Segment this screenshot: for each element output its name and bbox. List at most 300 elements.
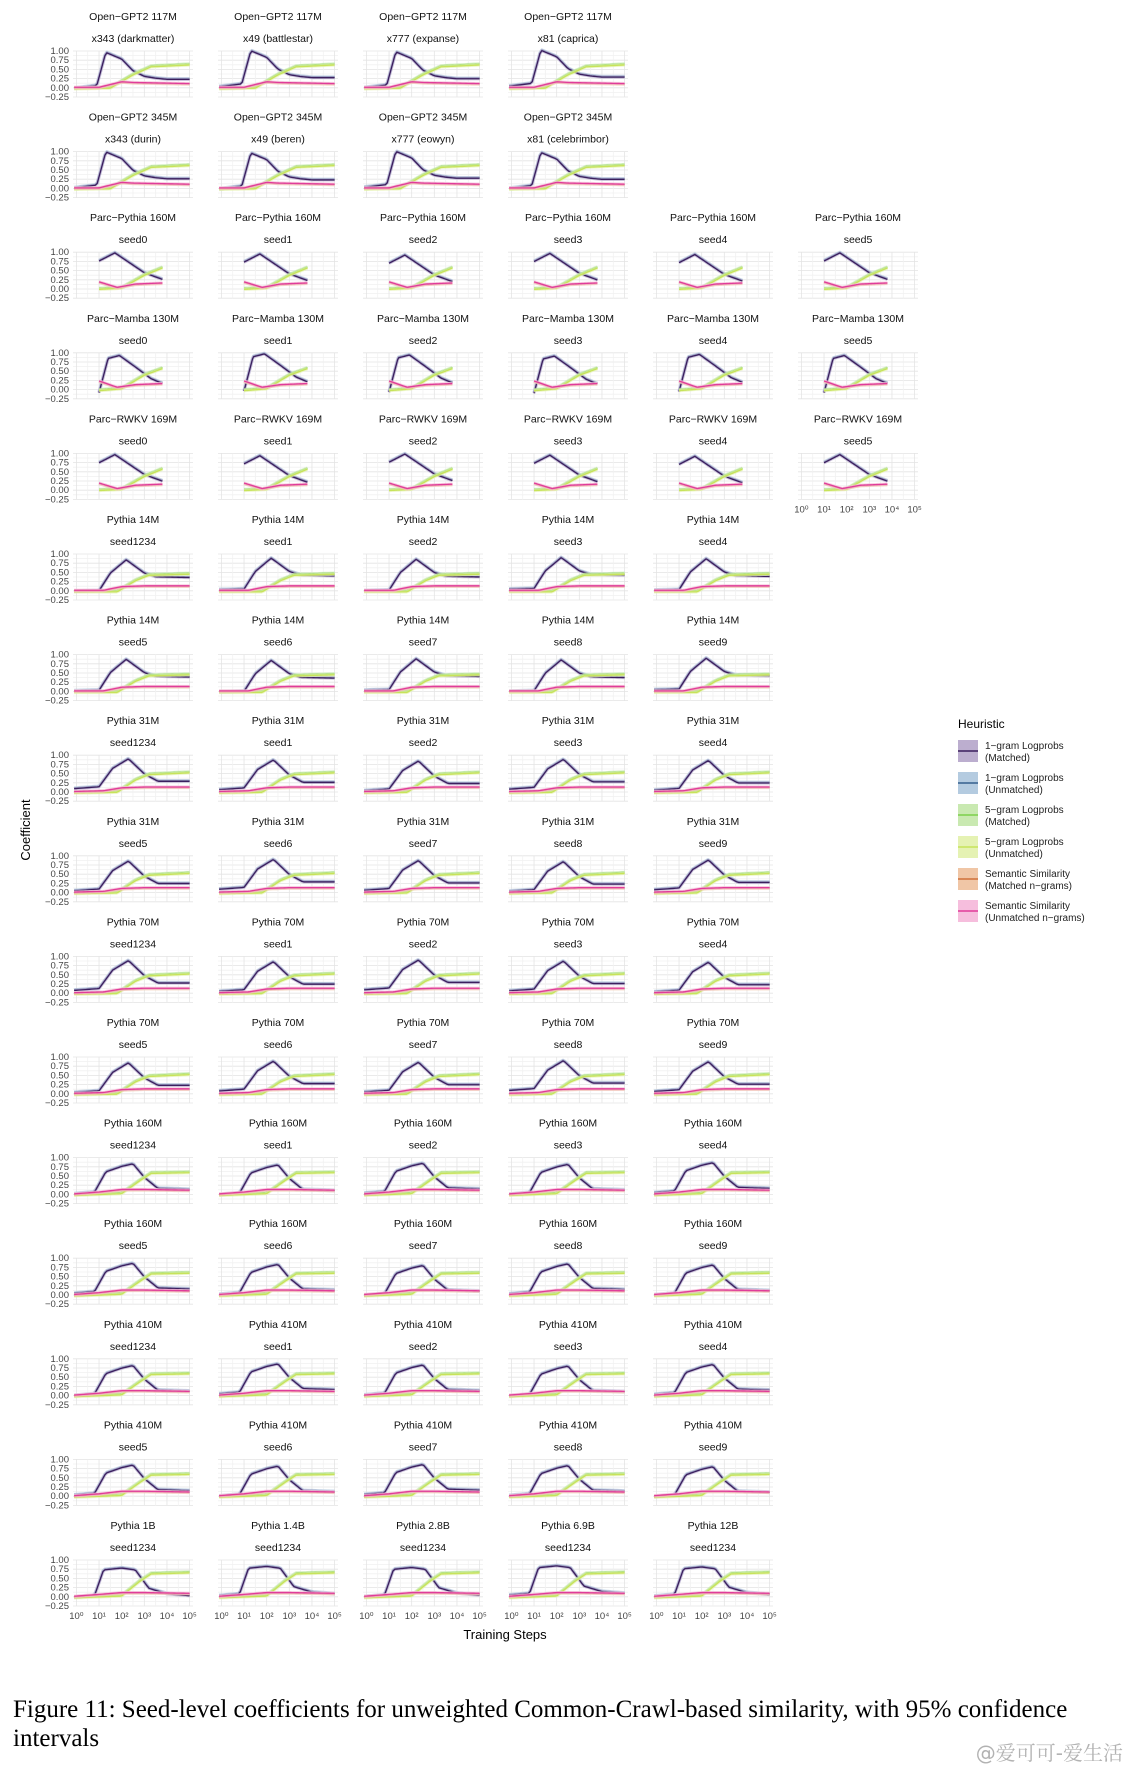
facet-seed-label: seed7 — [408, 1441, 438, 1454]
y-tick-label: −0.25 — [44, 1299, 69, 1311]
facet-panel — [45, 816, 193, 908]
facet-seed-label: seed5 — [843, 435, 873, 448]
facet-seed-label: seed4 — [698, 938, 728, 951]
facet-model-label: Pythia 410M — [103, 1318, 163, 1331]
y-tick-label: −0.25 — [44, 595, 69, 606]
facet-model-label: Pythia 31M — [541, 815, 595, 828]
facet-seed-label: seed7 — [408, 1039, 438, 1051]
facet-seed-label: x81 (celebrimbor) — [527, 133, 609, 146]
facet-panel — [363, 916, 483, 1002]
y-tick-label: 0.25 — [50, 777, 69, 789]
facet-seed-label: seed1234 — [109, 536, 157, 548]
facet-model-label: Pythia 14M — [106, 614, 160, 627]
facet-model-label: Parc−Pythia 160M — [379, 212, 467, 225]
facet-seed-label: seed5 — [843, 234, 873, 247]
x-tick-label: 10⁴ — [449, 1611, 465, 1622]
facet-seed-label: seed1 — [263, 234, 293, 247]
facet-seed-label: seed5 — [118, 1039, 148, 1051]
facet-panel — [508, 916, 628, 1002]
facet-model-label: Pythia 160M — [103, 1218, 163, 1231]
y-tick-label: 0.75 — [50, 457, 69, 469]
facet-model-label: Pythia 70M — [251, 916, 305, 929]
x-tick-label: 10¹ — [817, 504, 831, 516]
facet-panel — [363, 514, 483, 600]
x-tick-label: 10³ — [717, 1611, 732, 1622]
legend-item — [958, 868, 1072, 892]
facet-seed-label: seed3 — [553, 1340, 583, 1353]
facet-model-label: Pythia 70M — [396, 1017, 450, 1029]
facet-model-label: Pythia 2.8B — [396, 1520, 450, 1532]
y-tick-label: 0.50 — [50, 969, 69, 981]
facet-model-label: Pythia 70M — [541, 1017, 595, 1029]
facet-panel — [653, 1017, 773, 1103]
x-tick-label: 10³ — [862, 504, 877, 516]
facet-model-label: Open−GPT2 117M — [524, 11, 612, 23]
facet-panel — [653, 715, 773, 801]
facet-model-label: Pythia 31M — [396, 815, 450, 828]
facet-seed-label: seed6 — [263, 636, 293, 649]
facet-model-label: Pythia 31M — [686, 815, 740, 828]
facet-panel — [214, 1520, 342, 1622]
facet-model-label: Pythia 410M — [683, 1419, 743, 1432]
x-tick-label: 10⁵ — [617, 1611, 632, 1622]
y-tick-label: 0.50 — [50, 768, 69, 780]
y-tick-label: 0.75 — [50, 357, 69, 368]
y-axis-label: Coefficient — [18, 799, 33, 861]
facet-panel — [45, 1017, 193, 1109]
facet-panel — [363, 212, 483, 298]
y-tick-label: 0.50 — [50, 265, 69, 277]
facet-panel — [508, 1419, 628, 1505]
y-tick-label: 0.00 — [50, 1491, 69, 1503]
facet-model-label: Pythia 1B — [110, 1520, 156, 1532]
y-tick-label: 0.25 — [50, 1482, 69, 1493]
facet-model-label: Pythia 14M — [686, 614, 740, 627]
y-tick-label: 0.50 — [50, 366, 69, 378]
y-tick-label: 1.00 — [50, 146, 69, 158]
facet-model-label: Pythia 160M — [538, 1117, 598, 1130]
facet-model-label: Pythia 160M — [103, 1117, 163, 1130]
x-tick-label: 10⁵ — [762, 1611, 777, 1622]
facet-seed-label: seed3 — [553, 1139, 583, 1152]
facet-panel — [508, 313, 628, 399]
facet-panel — [508, 1218, 628, 1304]
facet-seed-label: seed9 — [698, 1240, 728, 1253]
facet-panel — [218, 413, 338, 499]
x-tick-label: 10² — [549, 1611, 564, 1622]
facet-seed-label: x777 (eowyn) — [391, 133, 455, 146]
facet-seed-label: seed0 — [118, 334, 148, 347]
facet-seed-label: seed4 — [698, 1139, 728, 1152]
y-tick-label: 0.25 — [50, 979, 69, 990]
facet-panel — [653, 212, 773, 298]
facet-model-label: Parc−Mamba 130M — [232, 312, 324, 325]
facet-seed-label: seed9 — [698, 837, 728, 850]
facet-seed-label: seed1234 — [254, 1542, 302, 1554]
facet-model-label: Pythia 31M — [686, 715, 740, 728]
y-tick-label: 1.00 — [50, 1052, 69, 1063]
facet-panel — [363, 1118, 483, 1204]
y-tick-label: 0.50 — [50, 1070, 69, 1082]
facet-seed-label: seed1 — [263, 1139, 293, 1152]
facet-panel — [218, 313, 338, 399]
facet-seed-label: seed6 — [263, 1441, 293, 1454]
facet-seed-label: seed8 — [553, 837, 583, 850]
y-tick-label: 0.50 — [50, 165, 69, 176]
y-tick-label: 0.75 — [50, 55, 69, 67]
facet-panel — [508, 11, 628, 97]
y-tick-label: 0.00 — [50, 686, 69, 698]
facet-seed-label: seed1 — [263, 1340, 293, 1353]
x-tick-label: 10¹ — [92, 1611, 106, 1622]
facet-model-label: Parc−RWKV 169M — [378, 413, 468, 426]
y-tick-label: −0.25 — [44, 92, 69, 103]
x-tick-label: 10⁰ — [214, 1611, 229, 1622]
facet-panel — [363, 313, 483, 399]
x-tick-label: 10⁴ — [304, 1611, 320, 1622]
facet-model-label: Pythia 160M — [683, 1117, 743, 1130]
facet-panel — [218, 112, 338, 198]
facet-seed-label: seed4 — [698, 737, 728, 750]
y-tick-label: −0.25 — [44, 1098, 69, 1109]
facet-panel — [363, 816, 483, 902]
facet-panel — [508, 816, 628, 902]
facet-panel — [508, 1319, 628, 1405]
x-tick-label: 10² — [404, 1611, 419, 1622]
y-tick-label: 0.25 — [50, 476, 69, 487]
x-tick-label: 10⁵ — [472, 1611, 487, 1622]
facet-model-label: Pythia 6.9B — [541, 1520, 595, 1532]
y-tick-label: 0.75 — [50, 960, 69, 972]
facet-panel — [218, 11, 338, 97]
y-tick-label: −0.25 — [44, 192, 69, 204]
facet-seed-label: seed3 — [553, 737, 583, 750]
facet-seed-label: x343 (durin) — [104, 133, 162, 146]
facet-model-label: Parc−Pythia 160M — [814, 212, 902, 225]
facet-panel — [218, 715, 338, 801]
y-tick-label: 0.75 — [50, 1262, 69, 1274]
facet-seed-label: seed1234 — [109, 1139, 157, 1152]
y-tick-label: 0.25 — [50, 73, 69, 85]
facet-model-label: Parc−RWKV 169M — [88, 413, 178, 426]
facet-panel — [504, 1520, 632, 1622]
facet-panel — [45, 615, 193, 707]
y-tick-label: 0.75 — [50, 155, 69, 167]
facet-panel — [45, 11, 193, 103]
facet-model-label: Pythia 160M — [393, 1218, 453, 1231]
facet-model-label: Open−GPT2 345M — [233, 111, 323, 124]
y-tick-label: 0.75 — [50, 1161, 69, 1173]
y-tick-label: 0.00 — [50, 1290, 69, 1301]
facet-model-label: Open−GPT2 345M — [88, 111, 178, 124]
facet-panel — [363, 615, 483, 701]
y-tick-label: 1.00 — [50, 750, 69, 762]
y-tick-label: 0.00 — [50, 585, 69, 597]
y-tick-label: 0.75 — [50, 1363, 69, 1374]
facet-seed-label: seed6 — [263, 1240, 293, 1253]
facet-panel — [45, 1218, 193, 1310]
facet-panel — [45, 1520, 197, 1622]
facet-panel — [363, 1218, 483, 1304]
facet-seed-label: seed4 — [698, 1340, 728, 1353]
facet-seed-label: seed7 — [408, 636, 438, 649]
y-tick-label: 0.75 — [50, 1564, 69, 1576]
y-tick-label: 0.50 — [50, 567, 69, 579]
y-tick-label: 0.00 — [50, 787, 69, 798]
facet-seed-label: seed1234 — [544, 1542, 592, 1554]
facet-seed-label: seed1 — [263, 536, 293, 548]
facet-seed-label: seed2 — [408, 938, 438, 951]
facet-panel — [363, 112, 483, 198]
facet-panel — [508, 212, 628, 298]
facet-seed-label: seed2 — [408, 1340, 438, 1353]
y-tick-label: −0.25 — [44, 896, 69, 908]
x-tick-label: 10⁵ — [907, 504, 922, 516]
facet-panel — [218, 615, 338, 701]
facet-seed-label: seed0 — [118, 234, 148, 247]
facet-model-label: Parc−RWKV 169M — [813, 413, 903, 426]
y-tick-label: −0.25 — [44, 1601, 69, 1612]
y-tick-label: 1.00 — [50, 850, 69, 862]
y-tick-label: 0.75 — [50, 1061, 69, 1073]
facet-panel — [218, 514, 338, 600]
facet-panel — [363, 1017, 483, 1103]
y-tick-label: −0.25 — [44, 1198, 69, 1210]
facet-seed-label: seed4 — [698, 334, 728, 347]
facet-panel — [653, 413, 773, 499]
facet-seed-label: seed3 — [553, 536, 583, 548]
facet-seed-label: seed0 — [118, 435, 148, 448]
facet-seed-label: seed3 — [553, 334, 583, 347]
y-tick-label: 0.25 — [50, 1582, 69, 1594]
facet-seed-label: seed2 — [408, 334, 438, 347]
facet-seed-label: seed1 — [263, 938, 293, 951]
facet-panel — [649, 1520, 777, 1622]
facet-panel — [653, 1118, 773, 1204]
facet-seed-label: seed5 — [118, 1441, 148, 1454]
y-tick-label: 0.25 — [50, 174, 69, 186]
facet-model-label: Open−GPT2 117M — [379, 11, 467, 23]
facet-seed-label: seed8 — [553, 1441, 583, 1454]
y-tick-label: 1.00 — [50, 347, 69, 359]
x-tick-label: 10³ — [282, 1611, 297, 1622]
y-tick-label: 0.50 — [50, 1372, 69, 1384]
facet-panel — [218, 1017, 338, 1103]
facet-panel — [218, 916, 338, 1002]
x-tick-label: 10¹ — [527, 1611, 541, 1622]
facet-model-label: Pythia 14M — [396, 614, 450, 627]
y-tick-label: 0.75 — [50, 658, 69, 670]
facet-panel — [218, 1118, 338, 1204]
facet-panel — [653, 1218, 773, 1304]
y-tick-label: 1.00 — [50, 46, 69, 57]
facet-model-label: Parc−RWKV 169M — [233, 413, 323, 426]
facet-model-label: Open−GPT2 345M — [378, 111, 468, 124]
legend-label-detail: (Unmatched) — [985, 785, 1043, 796]
facet-model-label: Parc−Pythia 160M — [89, 212, 177, 225]
x-tick-label: 10⁵ — [182, 1611, 197, 1622]
x-axis-label: Training Steps — [463, 1627, 547, 1642]
facet-model-label: Pythia 14M — [396, 514, 450, 526]
y-tick-label: −0.25 — [44, 997, 69, 1009]
legend-label-detail: (Unmatched) — [985, 849, 1043, 860]
y-tick-label: 0.25 — [50, 1079, 69, 1091]
facet-model-label: Pythia 70M — [541, 916, 595, 929]
facet-model-label: Pythia 70M — [396, 916, 450, 929]
facet-model-label: Parc−Pythia 160M — [524, 212, 612, 225]
facet-seed-label: seed1 — [263, 435, 293, 448]
legend-label: 1−gram Logprobs — [985, 773, 1064, 784]
y-tick-label: 1.00 — [50, 649, 69, 661]
y-tick-label: 0.25 — [50, 576, 69, 588]
facet-panel — [508, 615, 628, 701]
legend-label-detail: (Matched n−grams) — [985, 881, 1072, 892]
facet-panel — [653, 816, 773, 902]
y-tick-label: 1.00 — [50, 1555, 69, 1566]
facet-model-label: Pythia 410M — [248, 1318, 308, 1331]
facet-model-label: Pythia 70M — [106, 1017, 160, 1029]
facet-model-label: Pythia 410M — [538, 1318, 598, 1331]
facet-model-label: Pythia 31M — [106, 715, 160, 728]
x-tick-label: 10³ — [427, 1611, 442, 1622]
facet-seed-label: x81 (caprica) — [537, 33, 599, 45]
facet-seed-label: seed1234 — [109, 737, 157, 750]
facet-model-label: Pythia 70M — [686, 916, 740, 929]
facet-seed-label: seed8 — [553, 1039, 583, 1051]
facet-seed-label: seed2 — [408, 435, 438, 448]
y-tick-label: 0.25 — [50, 1381, 69, 1393]
facet-panel — [798, 313, 918, 399]
facet-model-label: Parc−RWKV 169M — [668, 413, 758, 426]
facet-panel — [45, 1419, 193, 1511]
y-tick-label: 0.50 — [50, 1472, 69, 1484]
y-tick-label: 0.25 — [50, 375, 69, 387]
y-tick-label: −0.25 — [44, 393, 69, 405]
y-tick-label: 0.50 — [50, 1271, 69, 1283]
y-tick-label: 0.50 — [50, 869, 69, 881]
facet-model-label: Pythia 160M — [683, 1218, 743, 1231]
x-tick-label: 10¹ — [672, 1611, 686, 1622]
facet-seed-label: seed1 — [263, 737, 293, 750]
facet-model-label: Pythia 14M — [251, 614, 305, 627]
facet-model-label: Pythia 410M — [683, 1318, 743, 1331]
legend-label: 5−gram Logprobs — [985, 837, 1064, 848]
facet-seed-label: seed5 — [118, 837, 148, 850]
y-tick-label: 0.75 — [50, 558, 69, 570]
facet-model-label: Parc−Mamba 130M — [87, 312, 179, 325]
y-tick-label: 0.00 — [50, 82, 69, 94]
facet-model-label: Pythia 410M — [393, 1318, 453, 1331]
y-tick-label: 1.00 — [50, 549, 69, 560]
y-tick-label: 0.00 — [50, 1189, 69, 1201]
facet-seed-label: seed5 — [118, 636, 148, 649]
y-tick-label: 0.00 — [50, 485, 69, 497]
facet-seed-label: seed3 — [553, 938, 583, 951]
legend-label-detail: (Unmatched n−grams) — [985, 913, 1085, 924]
facet-seed-label: x343 (darkmatter) — [91, 33, 175, 45]
x-tick-label: 10³ — [572, 1611, 587, 1622]
facet-model-label: Parc−Mamba 130M — [377, 312, 469, 325]
y-tick-label: 1.00 — [50, 951, 69, 963]
x-tick-label: 10⁴ — [739, 1611, 755, 1622]
y-tick-label: 0.00 — [50, 183, 69, 195]
facet-seed-label: seed4 — [698, 234, 728, 247]
y-tick-label: 0.50 — [50, 1573, 69, 1585]
y-tick-label: 0.00 — [50, 384, 69, 396]
x-tick-label: 10⁵ — [327, 1611, 342, 1622]
facet-panel — [363, 413, 483, 499]
facet-panel — [653, 1319, 773, 1405]
y-tick-label: −0.25 — [44, 293, 69, 305]
facet-seed-label: x49 (beren) — [251, 133, 305, 146]
y-tick-label: 1.00 — [50, 448, 69, 460]
facet-panel — [653, 916, 773, 1002]
facet-seed-label: x49 (battlestar) — [242, 33, 314, 45]
facet-panel — [218, 816, 338, 902]
legend-item — [958, 740, 1064, 764]
facet-seed-label: seed5 — [118, 1240, 148, 1253]
facet-seed-label: seed3 — [553, 435, 583, 448]
x-tick-label: 10² — [694, 1611, 709, 1622]
y-tick-label: 0.25 — [50, 274, 69, 286]
legend-item — [958, 836, 1064, 860]
y-tick-label: 0.50 — [50, 668, 69, 679]
facet-seed-label: seed7 — [408, 1240, 438, 1253]
y-tick-label: −0.25 — [44, 1399, 69, 1411]
legend-label: Semantic Similarity — [985, 869, 1071, 880]
legend-label-detail: (Matched) — [985, 817, 1031, 828]
x-tick-label: 10¹ — [237, 1611, 251, 1622]
facet-panel — [508, 715, 628, 801]
y-tick-label: 1.00 — [50, 247, 69, 259]
facet-panel — [218, 1319, 338, 1405]
facet-model-label: Parc−Mamba 130M — [667, 312, 759, 325]
figure-caption: Figure 11: Seed-level coefficients for unweighted Common-Crawl-based similarity, with 95% confidence intervals — [13, 1696, 1068, 1752]
facet-model-label: Pythia 31M — [251, 715, 305, 728]
y-tick-label: 1.00 — [50, 1454, 69, 1466]
x-tick-label: 10² — [114, 1611, 129, 1622]
facet-seed-label: seed9 — [698, 636, 728, 649]
facet-model-label: Parc−RWKV 169M — [523, 413, 613, 426]
facet-seed-label: seed4 — [698, 536, 728, 548]
x-tick-label: 10⁰ — [649, 1611, 664, 1622]
facet-panel — [653, 514, 773, 600]
facet-model-label: Pythia 14M — [106, 514, 160, 526]
facet-model-label: Pythia 70M — [251, 1017, 305, 1029]
facet-seed-label: seed2 — [408, 737, 438, 750]
y-tick-label: 0.75 — [50, 1463, 69, 1475]
facet-panel — [363, 1319, 483, 1405]
legend-item — [958, 900, 1085, 924]
facet-model-label: Pythia 12B — [687, 1520, 739, 1532]
facet-seed-label: seed1234 — [109, 1340, 157, 1353]
facet-model-label: Open−GPT2 345M — [523, 111, 613, 124]
facet-seed-label: seed9 — [698, 1039, 728, 1051]
legend-label: Semantic Similarity — [985, 901, 1071, 912]
y-tick-label: 0.50 — [50, 64, 69, 76]
facet-model-label: Pythia 70M — [106, 916, 160, 929]
y-tick-label: 0.75 — [50, 860, 69, 871]
y-tick-label: 1.00 — [50, 1253, 69, 1265]
facet-panel — [45, 413, 193, 505]
facet-panel — [508, 1017, 628, 1103]
facet-seed-label: seed2 — [408, 1139, 438, 1152]
legend — [958, 717, 1085, 924]
facet-model-label: Pythia 14M — [686, 514, 740, 526]
y-tick-label: 0.50 — [50, 1171, 69, 1182]
facet-model-label: Parc−Pythia 160M — [234, 212, 322, 225]
facet-seed-label: seed5 — [843, 334, 873, 347]
